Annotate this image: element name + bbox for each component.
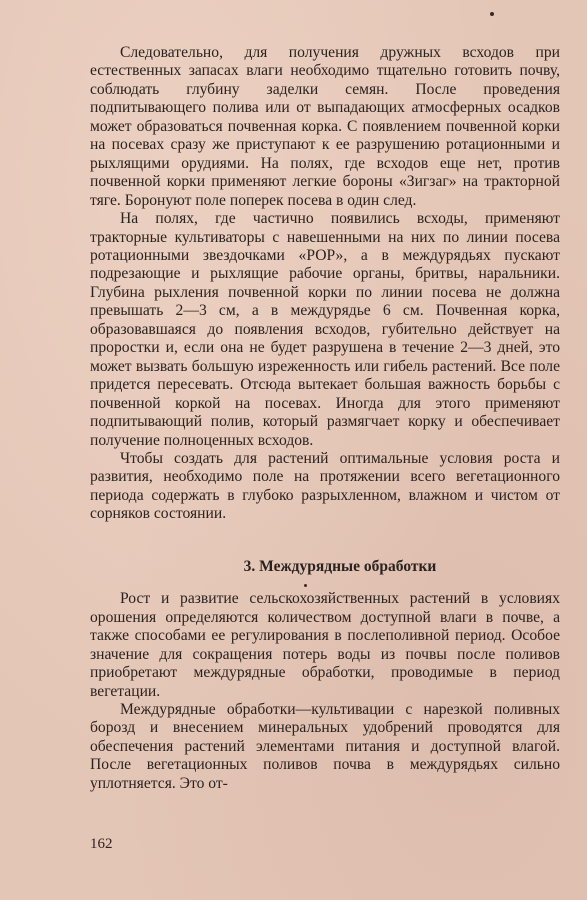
section-heading: 3. Междурядные обработки [243,557,437,575]
paragraph: Чтобы создать для растений оптимальные условия роста и развития, необходимо поле на протяжении всего вегетационного периода содержать в глубоко разрыхленном, влажном и чистом от сорняков состоянии. [90,449,560,523]
print-speck [490,12,494,16]
paragraph: На полях, где частично появились всходы, применяют тракторные культиваторы с навешенными на них по линии посева ротационными звездочками «РОР», а в междурядьях пускают подрезающие и рыхлящие рабочие органы, бритвы, наральники. Глубина рыхления почвенной корки по линии посева не должна превышать 2—3 см, а в междурядье 6 см. Почвенная корка, образовавшаяся до появления всходов, губительно действует на проростки и, если она не будет разрушена в течение 2—3 дней, это может вызвать большую изреженность или гибель растений. Все поле придется пересевать. Отсюда вытекает большая важность борьбы с почвенной коркой на посевах. Иногда для этого применяют подпитывающий полив, который размягчает корку и обеспечивает получение полноценных всходов. [90,210,560,449]
page-number: 162 [90,836,113,852]
body-text [90,44,560,793]
paragraph: Рост и развитие сельскохозяйственных растений в условиях орошения определяются количеством доступной влаги в почве, а также способами ее регулирования в послеполивной период. Особое значение для сокращения потерь воды из почвы после поливов приобретают междурядные обработки, проводимые в период вегетации. [90,590,560,700]
paragraph: Следовательно, для получения дружных всходов при естественных запасах влаги необходимо тщательно готовить почву, соблюдать глубину заделки семян. После проведения подпитывающего полива или от выпадающих атмосферных осадков может образоваться почвенная корка. С появлением почвенной корки на посевах сразу же приступают к ее разрушению ротационными и рыхлящими орудиями. На полях, где всходов еще нет, против почвенной корки применяют легкие бороны «Зигзаг» на тракторной тяге. Боронуют поле поперек посева в один след. [90,44,560,209]
paragraph: Междурядные обработки—культивации с нарезкой поливных борозд и внесением минеральных удобрений проводятся для обеспечения растений элементами питания и доступной влагой. После вегетационных поливов почва в междурядьях сильно уплотняется. Это от- [90,700,560,792]
